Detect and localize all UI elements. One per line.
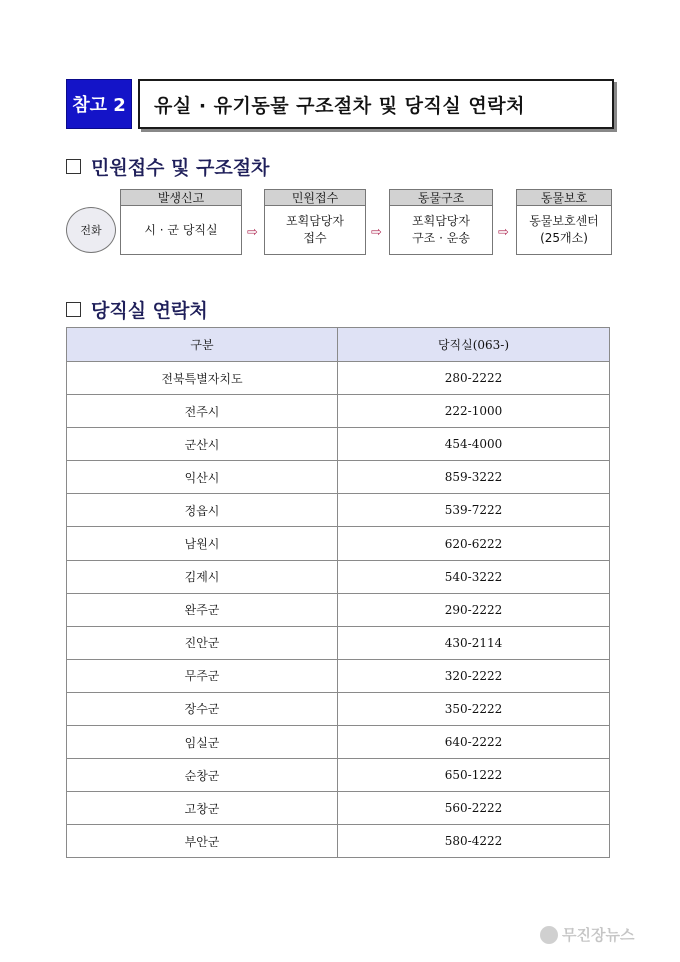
flow-step-line: 동물보호센터 bbox=[529, 214, 599, 228]
table-body bbox=[67, 362, 610, 858]
region-cell: 장수군 bbox=[67, 692, 338, 725]
column-header-region: 구분 bbox=[67, 328, 338, 362]
flow-step-body bbox=[264, 206, 366, 255]
flow-step-head: 동물구조 bbox=[389, 189, 493, 206]
table-row bbox=[67, 593, 610, 626]
flow-step-receipt bbox=[264, 189, 366, 255]
table-row bbox=[67, 659, 610, 692]
flow-step-protection bbox=[516, 189, 612, 255]
table-row bbox=[67, 395, 610, 428]
flow-start-phone: 전화 bbox=[66, 207, 116, 253]
phone-cell: 859-3222 bbox=[338, 461, 610, 494]
table-row bbox=[67, 428, 610, 461]
flow-step-body bbox=[516, 206, 612, 255]
region-cell: 군산시 bbox=[67, 428, 338, 461]
flow-arrow-icon: ⇨ bbox=[371, 225, 382, 240]
watermark-text: 무진장뉴스 bbox=[562, 926, 635, 944]
flow-step-line: (25개소) bbox=[540, 231, 588, 245]
flow-step-line: 포획담당자 bbox=[286, 214, 344, 228]
phone-cell: 280-2222 bbox=[338, 362, 610, 395]
phone-cell: 350-2222 bbox=[338, 692, 610, 725]
phone-cell: 650-1222 bbox=[338, 759, 610, 792]
table-row bbox=[67, 692, 610, 725]
phone-cell: 430-2114 bbox=[338, 626, 610, 659]
title-banner bbox=[66, 79, 614, 129]
duty-office-contact-table bbox=[66, 327, 610, 858]
phone-cell: 320-2222 bbox=[338, 659, 610, 692]
region-cell: 무주군 bbox=[67, 659, 338, 692]
phone-cell: 640-2222 bbox=[338, 726, 610, 759]
flow-step-line: 포획담당자 bbox=[412, 214, 470, 228]
section-heading-procedure bbox=[66, 153, 269, 180]
flow-step-head: 발생신고 bbox=[120, 189, 242, 206]
checkbox-square-icon bbox=[66, 159, 81, 174]
region-cell: 임실군 bbox=[67, 726, 338, 759]
phone-cell: 290-2222 bbox=[338, 593, 610, 626]
table-row bbox=[67, 792, 610, 825]
region-cell: 남원시 bbox=[67, 527, 338, 560]
table-row bbox=[67, 362, 610, 395]
table-header-row bbox=[67, 328, 610, 362]
region-cell: 익산시 bbox=[67, 461, 338, 494]
section-heading-text: 민원접수 및 구조절차 bbox=[91, 157, 270, 179]
flow-arrow-icon: ⇨ bbox=[498, 225, 509, 240]
phone-cell: 539-7222 bbox=[338, 494, 610, 527]
flow-step-report bbox=[120, 189, 242, 255]
region-cell: 진안군 bbox=[67, 626, 338, 659]
reference-tag: 참고 2 bbox=[66, 79, 132, 129]
table-row bbox=[67, 461, 610, 494]
table-row bbox=[67, 759, 610, 792]
table-row bbox=[67, 494, 610, 527]
region-cell: 부안군 bbox=[67, 825, 338, 858]
table-row bbox=[67, 626, 610, 659]
region-cell: 전주시 bbox=[67, 395, 338, 428]
region-cell: 김제시 bbox=[67, 560, 338, 593]
checkbox-square-icon bbox=[66, 302, 81, 317]
phone-cell: 560-2222 bbox=[338, 792, 610, 825]
region-cell: 순창군 bbox=[67, 759, 338, 792]
procedure-flow-diagram bbox=[66, 189, 616, 259]
phone-cell: 580-4222 bbox=[338, 825, 610, 858]
phone-cell: 454-4000 bbox=[338, 428, 610, 461]
page-title: 유실 · 유기동물 구조절차 및 당직실 연락처 bbox=[138, 79, 614, 129]
flow-step-line: 구조 · 운송 bbox=[412, 231, 470, 245]
section-heading-contacts bbox=[66, 296, 208, 323]
phone-cell: 540-3222 bbox=[338, 560, 610, 593]
flow-step-head: 민원접수 bbox=[264, 189, 366, 206]
phone-cell: 222-1000 bbox=[338, 395, 610, 428]
phone-cell: 620-6222 bbox=[338, 527, 610, 560]
flow-arrow-icon: ⇨ bbox=[247, 225, 258, 240]
column-header-phone: 당직실(063-) bbox=[338, 328, 610, 362]
flow-step-line: 시 · 군 당직실 bbox=[144, 222, 218, 237]
flow-step-rescue bbox=[389, 189, 493, 255]
flow-step-body bbox=[120, 206, 242, 255]
watermark-logo-icon bbox=[540, 926, 558, 944]
region-cell: 고창군 bbox=[67, 792, 338, 825]
region-cell: 정읍시 bbox=[67, 494, 338, 527]
flow-step-body bbox=[389, 206, 493, 255]
table-row bbox=[67, 527, 610, 560]
table-row bbox=[67, 726, 610, 759]
flow-step-head: 동물보호 bbox=[516, 189, 612, 206]
section-heading-text: 당직실 연락처 bbox=[91, 300, 208, 322]
table-row bbox=[67, 825, 610, 858]
region-cell: 완주군 bbox=[67, 593, 338, 626]
region-cell: 전북특별자치도 bbox=[67, 362, 338, 395]
table-row bbox=[67, 560, 610, 593]
flow-step-line: 접수 bbox=[303, 231, 327, 245]
news-watermark bbox=[540, 924, 634, 945]
